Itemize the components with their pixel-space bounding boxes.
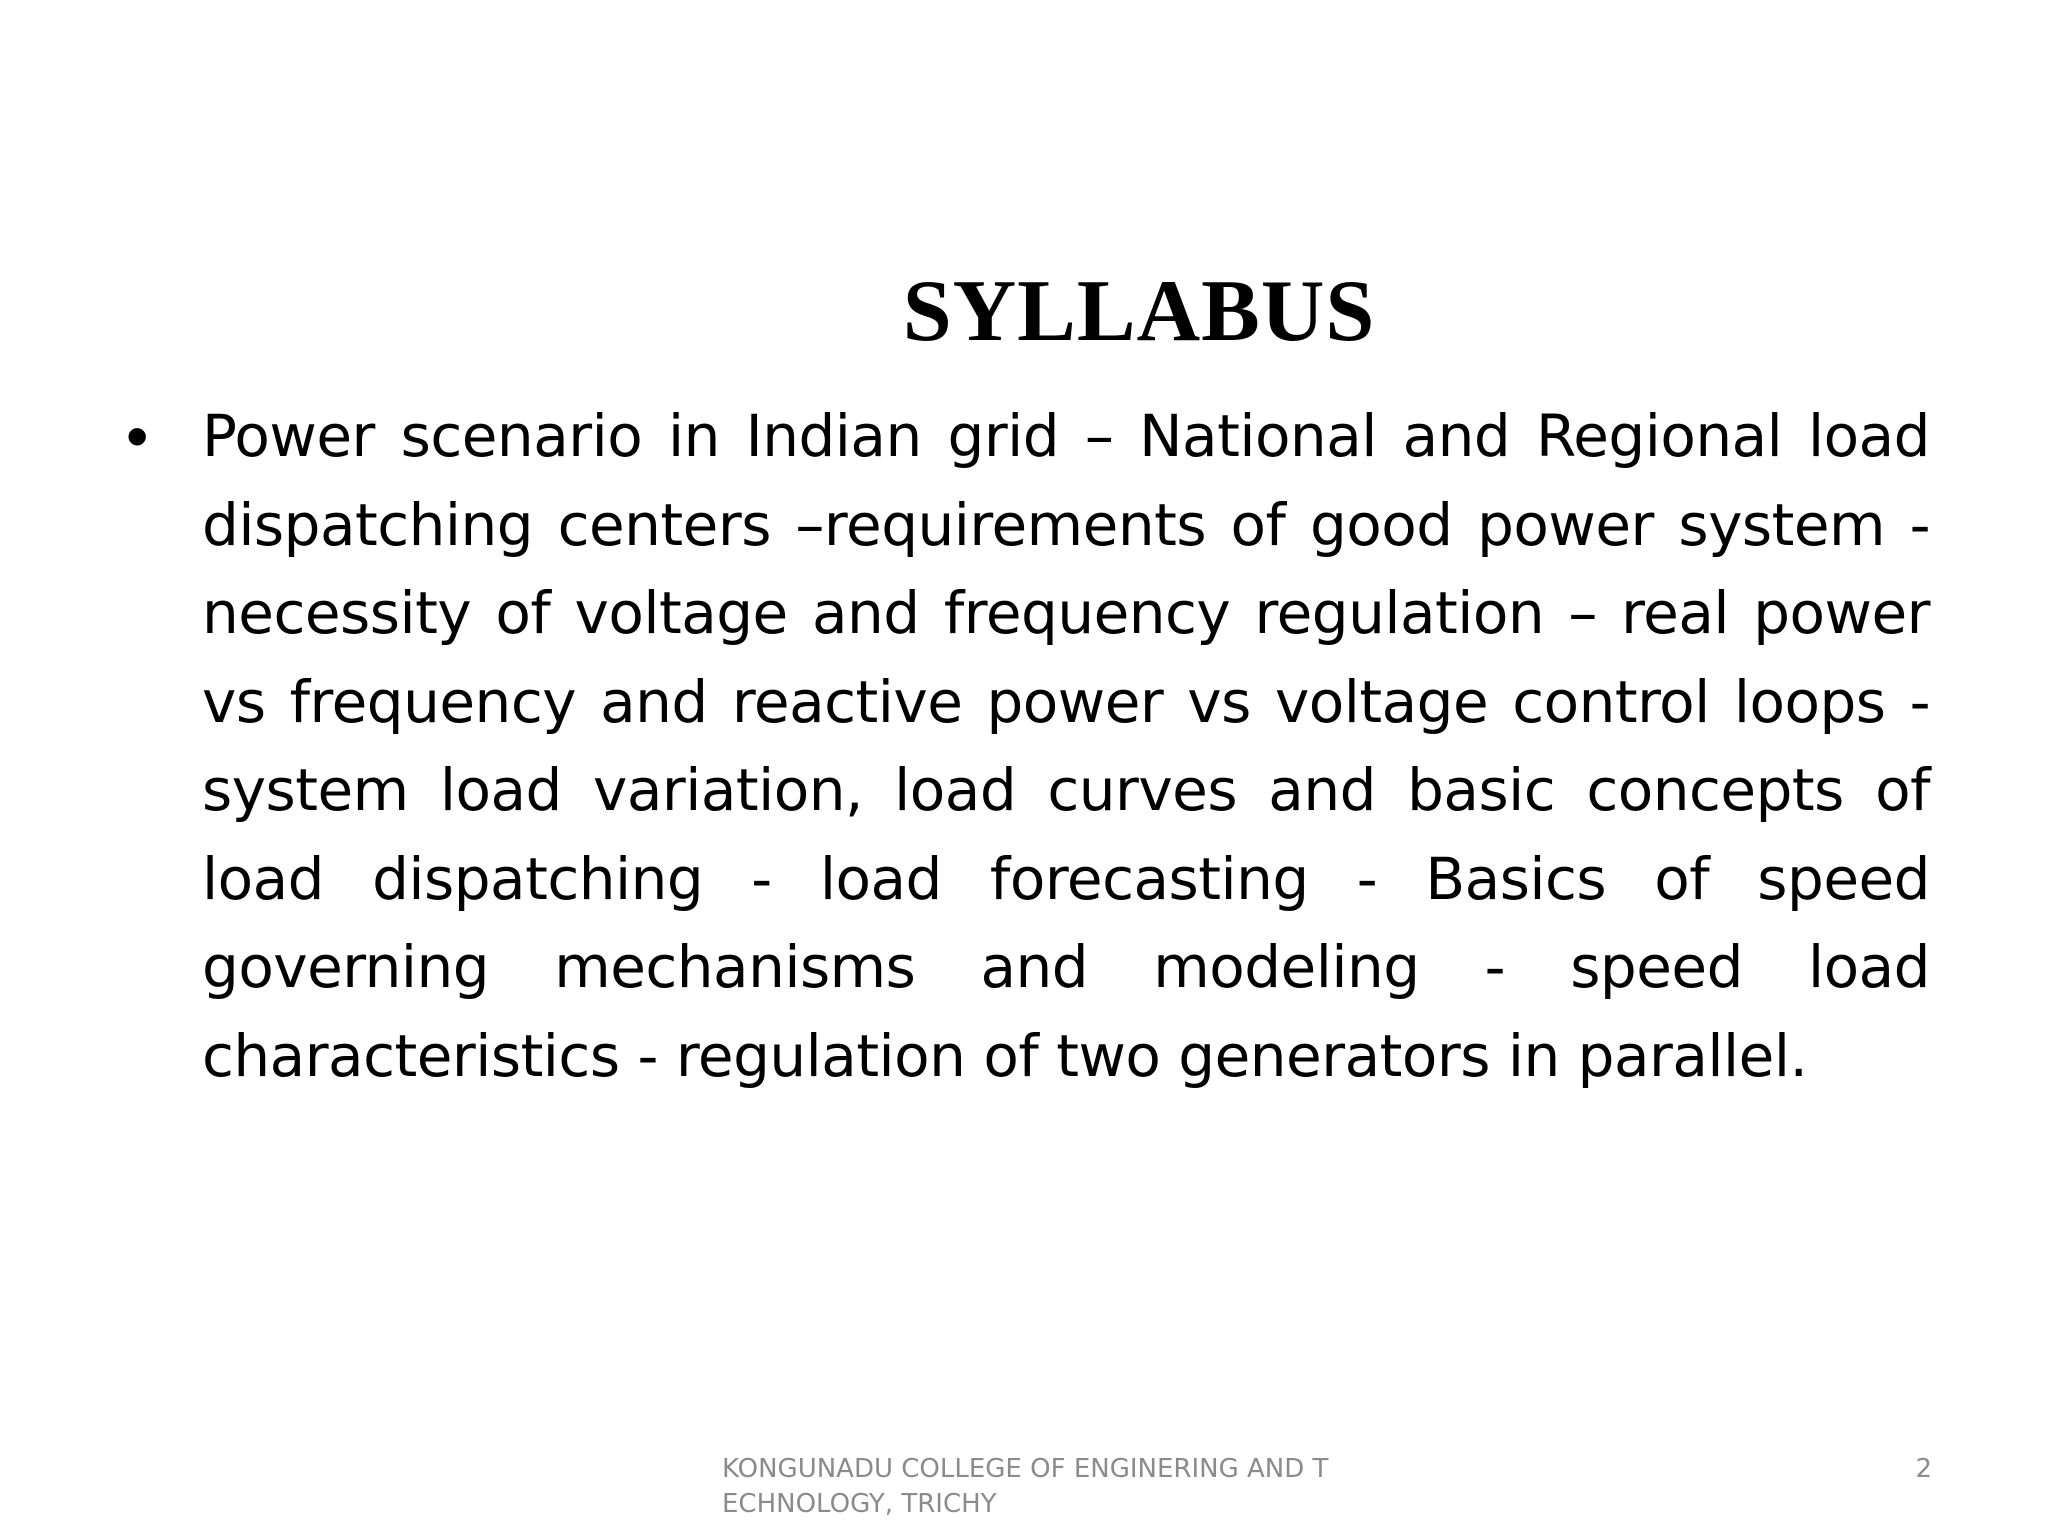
bullet-icon: • bbox=[126, 400, 149, 472]
footer-text: KONGUNADU COLLEGE OF ENGINERING AND TECHNOLOGY, TRICHY bbox=[722, 1454, 1329, 1519]
page-number: 2 bbox=[1915, 1454, 1932, 1484]
slide-title: SYLLABUS bbox=[902, 263, 1376, 360]
bullet-text: Power scenario in Indian grid – National and Regional load dispatching centers –requirements of good power system - necessity of voltage and frequency regulation – real power vs frequency and reactive power vs voltage control loops - system load variation, load curves and basic concepts of load dispatching - load forecasting - Basics of speed governing mechanisms and modeling - speed load characteristics - regulation of two generators in parallel. bbox=[202, 402, 1930, 1090]
bullet-item bbox=[120, 392, 1930, 1100]
slide-content bbox=[120, 392, 1930, 1100]
